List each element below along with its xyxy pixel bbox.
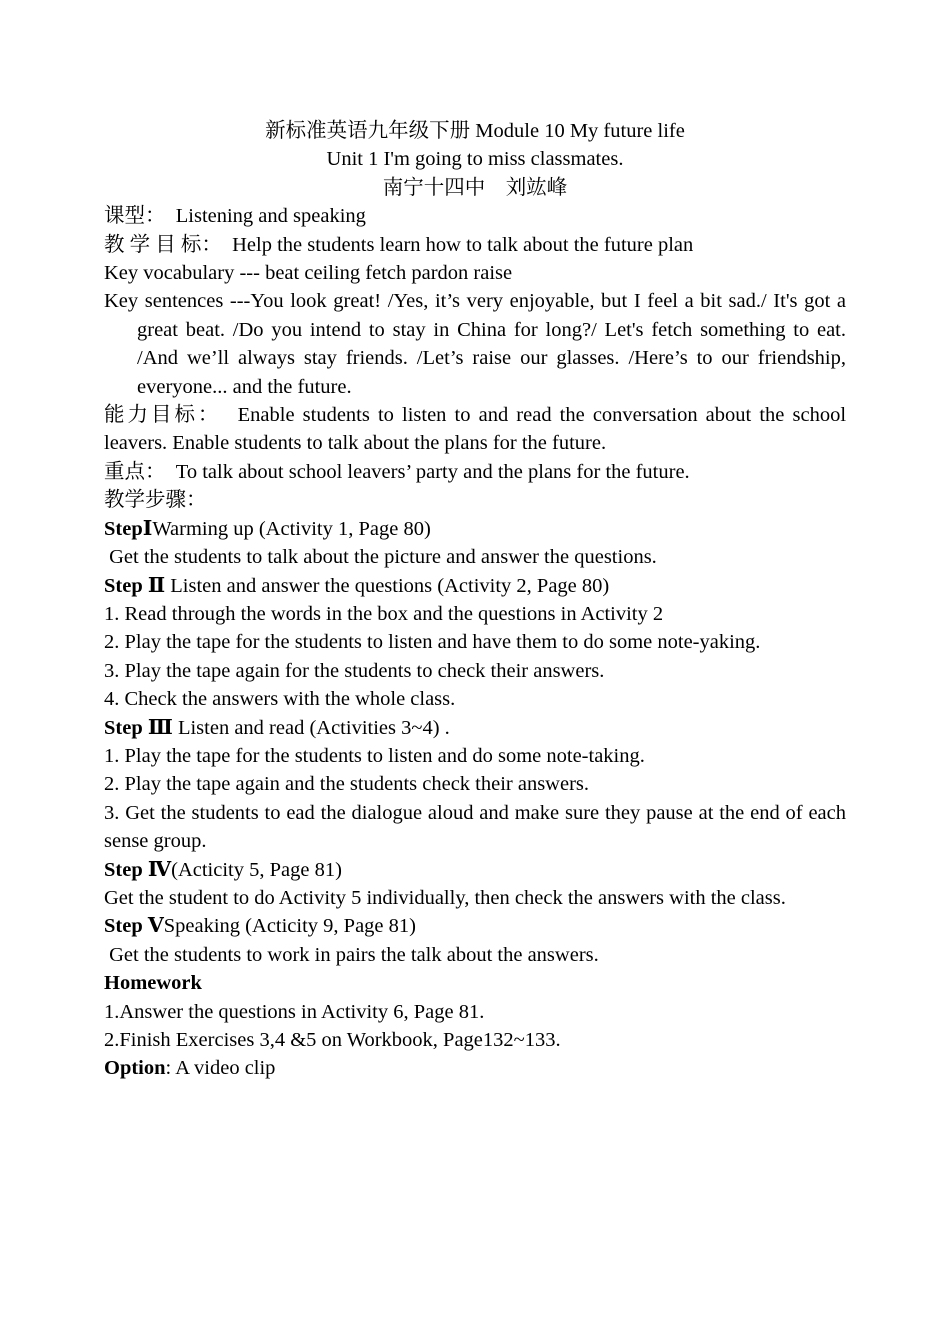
step-3-title: Listen and read (Activities 3~4) . xyxy=(172,716,450,739)
key-focus xyxy=(104,458,846,486)
key-vocabulary: Key vocabulary --- beat ceiling fetch pardon raise xyxy=(104,262,513,285)
step-1-title: Warming up (Activity 1, Page 80) xyxy=(152,517,431,540)
ability-goal-value: Enable students to listen to and read the conversation about the school leavers. Enable students to talk about the plans for the future. xyxy=(104,404,847,455)
lesson-type-value: Listening and speaking xyxy=(175,205,366,228)
teaching-goal-label: 教 学 目 标： xyxy=(104,233,222,256)
document-page xyxy=(104,117,846,1083)
step-3-item-1: 1. Play the tape for the students to listen and do some note-taking. xyxy=(104,744,645,767)
teaching-goal-value: Help the students learn how to talk about the future plan xyxy=(232,233,694,256)
step-3-heading xyxy=(104,714,846,742)
option-line xyxy=(104,1054,846,1082)
step-3-label: Step Ⅲ xyxy=(104,716,173,739)
key-sentences: Key sentences ---You look great! /Yes, it’s very enjoyable, but I feel a bit sad./ It's got a great beat. /Do you intend to stay in China for long?/ Let's fetch something to eat. /And we’ll always stay friends. /Let’s raise our glasses. /Here’s to our friendship, everyone... and the future. xyxy=(104,290,846,398)
step-2-item-2: 2. Play the tape for the students to listen and have them to do some note-yaking. xyxy=(104,631,761,654)
step-1-label: StepⅠ xyxy=(104,517,153,540)
step-3-item-3: 3. Get the students to ead the dialogue aloud and make sure they pause at the end of each sense group. xyxy=(104,801,846,853)
key-focus-label: 重点： xyxy=(104,460,166,483)
step-4-item-1: Get the student to do Activity 5 individually, then check the answers with the class. xyxy=(104,886,786,909)
step-1-heading xyxy=(104,515,846,543)
teaching-goal xyxy=(104,231,846,259)
homework-item-2: 2.Finish Exercises 3,4 &5 on Workbook, Page132~133. xyxy=(104,1029,561,1051)
step-2-item-3: 3. Play the tape again for the students to check their answers. xyxy=(104,659,605,682)
key-focus-value: To talk about school leavers’ party and the plans for the future. xyxy=(175,460,690,483)
step-1-item-1: Get the students to talk about the picture and answer the questions. xyxy=(104,546,657,569)
document-title: 新标准英语九年级下册 Module 10 My future life xyxy=(265,120,685,142)
option-value: : A video clip xyxy=(165,1057,276,1080)
ability-goal xyxy=(104,401,846,458)
ability-goal-label: 能力目标： xyxy=(104,404,222,427)
step-2-heading xyxy=(104,572,846,600)
step-5-item-1: Get the students to work in pairs the talk about the answers. xyxy=(104,943,599,966)
steps-label: 教学步骤： xyxy=(104,489,207,512)
homework-heading xyxy=(104,969,846,997)
step-4-label: Step Ⅳ xyxy=(104,858,172,881)
step-3-item-2: 2. Play the tape again and the students check their answers. xyxy=(104,773,590,796)
author-line: 南宁十四中 刘竑峰 xyxy=(382,176,568,199)
homework-item-1: 1.Answer the questions in Activity 6, Page 81. xyxy=(104,1000,485,1023)
lesson-type xyxy=(104,202,846,230)
step-5-label: Step Ⅴ xyxy=(104,915,164,938)
step-2-label: Step Ⅱ xyxy=(104,574,166,597)
step-4-heading xyxy=(104,856,846,884)
option-label: Option xyxy=(104,1057,166,1080)
step-5-heading xyxy=(104,912,846,940)
step-2-item-4: 4. Check the answers with the whole class. xyxy=(104,688,456,711)
step-4-title: (Acticity 5, Page 81) xyxy=(171,858,342,881)
homework-label: Homework xyxy=(104,972,202,995)
step-5-title: Speaking (Acticity 9, Page 81) xyxy=(163,915,416,938)
step-2-title: Listen and answer the questions (Activity 2, Page 80) xyxy=(165,574,610,597)
unit-title: Unit 1 I'm going to miss classmates. xyxy=(326,148,624,171)
lesson-type-label: 课型： xyxy=(104,205,166,228)
step-2-item-1: 1. Read through the words in the box and the questions in Activity 2 xyxy=(104,602,664,625)
